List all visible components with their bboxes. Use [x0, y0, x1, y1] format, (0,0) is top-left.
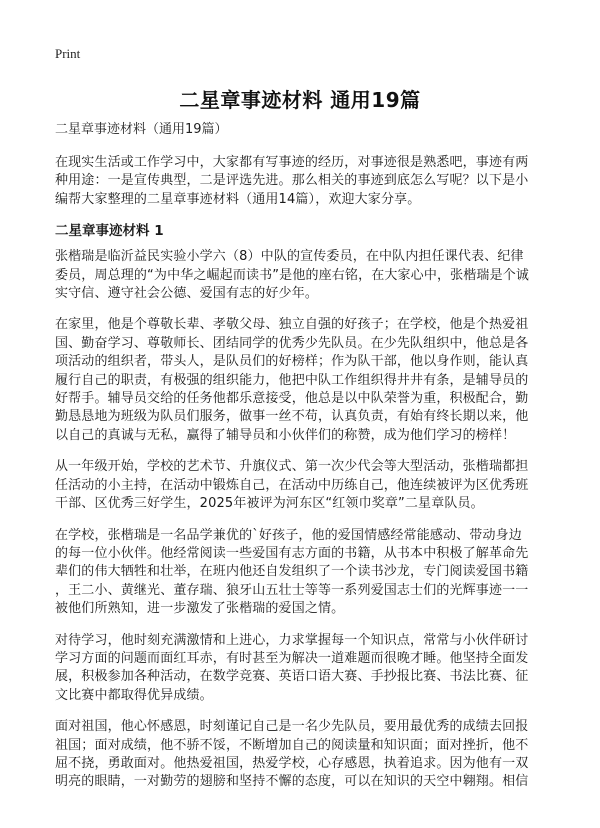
intro-paragraph: [55, 154, 545, 209]
section-heading: 二星章事迹材料 1: [55, 223, 164, 240]
text-line: 明亮的眼睛，一对勤劳的翅膀和坚持不懈的态度，可以在知识的天空中翱翔。相信: [55, 774, 529, 790]
body-paragraph: [55, 458, 545, 513]
text-line: 在现实生活或工作学习中，大家都有写事迹的经历，对事迹很是熟悉吧，事迹有两: [55, 155, 529, 170]
text-line: 履行自己的职责，有极强的组织能力，他把中队工作组织得井井有条，是辅导员的: [55, 372, 529, 388]
text-line: 被他们所熟知，进一步激发了张楷瑞的爱国之情。: [55, 601, 345, 617]
text-line: 实守信、遵守社会公德、爱国有志的好少年。: [55, 286, 319, 302]
text-line: 从一年级开始，学校的艺术节、升旗仪式、第一次少代会等大型活动，张楷瑞都担: [55, 459, 529, 475]
text-line: 以自己的真诚与无私，赢得了辅导员和小伙伴们的称赞，成为他们学习的榜样！: [55, 427, 516, 443]
text-line: 国、勤奋学习、尊敬师长、团结同学的优秀少先队员。在少先队组织中，他总是各: [55, 335, 529, 351]
document-body: [55, 121, 545, 805]
text-line: 祖国；面对成绩，他不骄不馁，不断增加自己的阅读量和知识面；面对挫折，他不: [55, 737, 529, 753]
body-paragraph: [55, 527, 545, 619]
text-line: 辈们的伟大牺牲和壮举，在班内他还自发组织了一个读书沙龙，专门阅读爱国书籍: [55, 564, 529, 580]
text-line: 任活动的小主持，在活动中锻炼自己，在活动中历练自己，他连续被评为区优秀班: [55, 477, 529, 493]
body-paragraph: [55, 718, 545, 792]
document-subtitle: 二星章事迹材料（通用19篇）: [55, 122, 228, 137]
text-line: 委员，周总理的“为中华之崛起而读书”是他的座右铭，在大家心中，张楷瑞是个诚: [55, 267, 530, 283]
text-line: 干部、区优秀三好学生，2025年被评为河东区“红领巾奖章”二星章队员。: [55, 496, 484, 512]
text-line: 张楷瑞是临沂益民实验小学六（8）中队的宣传委员，在中队内担任课代表、纪律: [55, 249, 524, 265]
text-line: 在家里，他是个尊敬长辈、孝敬父母、独立自强的好孩子；在学校，他是个热爱祖: [55, 317, 529, 333]
page-title: 二星章事迹材料 通用19篇: [179, 88, 421, 112]
text-line: 勤恳恳地为班级为队员们服务，做事一丝不苟，认真负责，有始有终长期以来，他: [55, 409, 529, 425]
body-paragraph: [55, 316, 545, 445]
text-line: 种用途：一是宣传典型，二是评选先进。那么相关的事迹到底怎么写呢？以下是小: [55, 173, 529, 189]
text-line: 对待学习，他时刻充满激情和上进心，力求掌握每一个知识点，常常与小伙伴研讨: [55, 632, 529, 648]
text-line: 的每一位小伙伴。他经常阅读一些爱国有志方面的书籍，从书本中积极了解革命先: [55, 545, 529, 561]
text-line: 在学校，张楷瑞是一名品学兼优的`好孩子，他的爱国情感经常能感动、带动身边: [55, 527, 522, 543]
text-line: 项活动的组织者，带头人，是队员们的好榜样；作为队干部，他以身作则，能认真: [55, 354, 529, 370]
text-line: 好帮手。辅导员交给的任务他都乐意接受，他总是以中队荣誉为重，积极配合，勤: [55, 391, 529, 407]
text-line: ，王二小、黄继光、董存瑞、狼牙山五壮士等等一系列爱国志士们的光辉事迹一一: [55, 582, 529, 598]
text-line: 文比赛中都取得优异成绩。: [55, 687, 213, 703]
body-paragraph: [55, 632, 545, 706]
text-line: 编帮大家整理的二星章事迹材料（通用14篇），欢迎大家分享。: [55, 191, 421, 207]
text-line: 展，积极参加各种活动，在数学竞赛、英语口语大赛、手抄报比赛、书法比赛、征: [55, 669, 529, 685]
print-link[interactable]: Print: [55, 46, 81, 61]
text-line: 学习方面的问题而面红耳赤，有时甚至为解决一道难题而很晚才睡。他坚持全面发: [55, 650, 529, 666]
text-line: 屈不挠，勇敢面对。他热爱祖国，热爱学校，心存感恩，执着追求。因为他有一双: [55, 755, 529, 771]
body-paragraph: [55, 248, 545, 303]
text-line: 面对祖国，他心怀感恩，时刻谨记自己是一名少先队员，要用最优秀的成绩去回报: [55, 719, 529, 735]
